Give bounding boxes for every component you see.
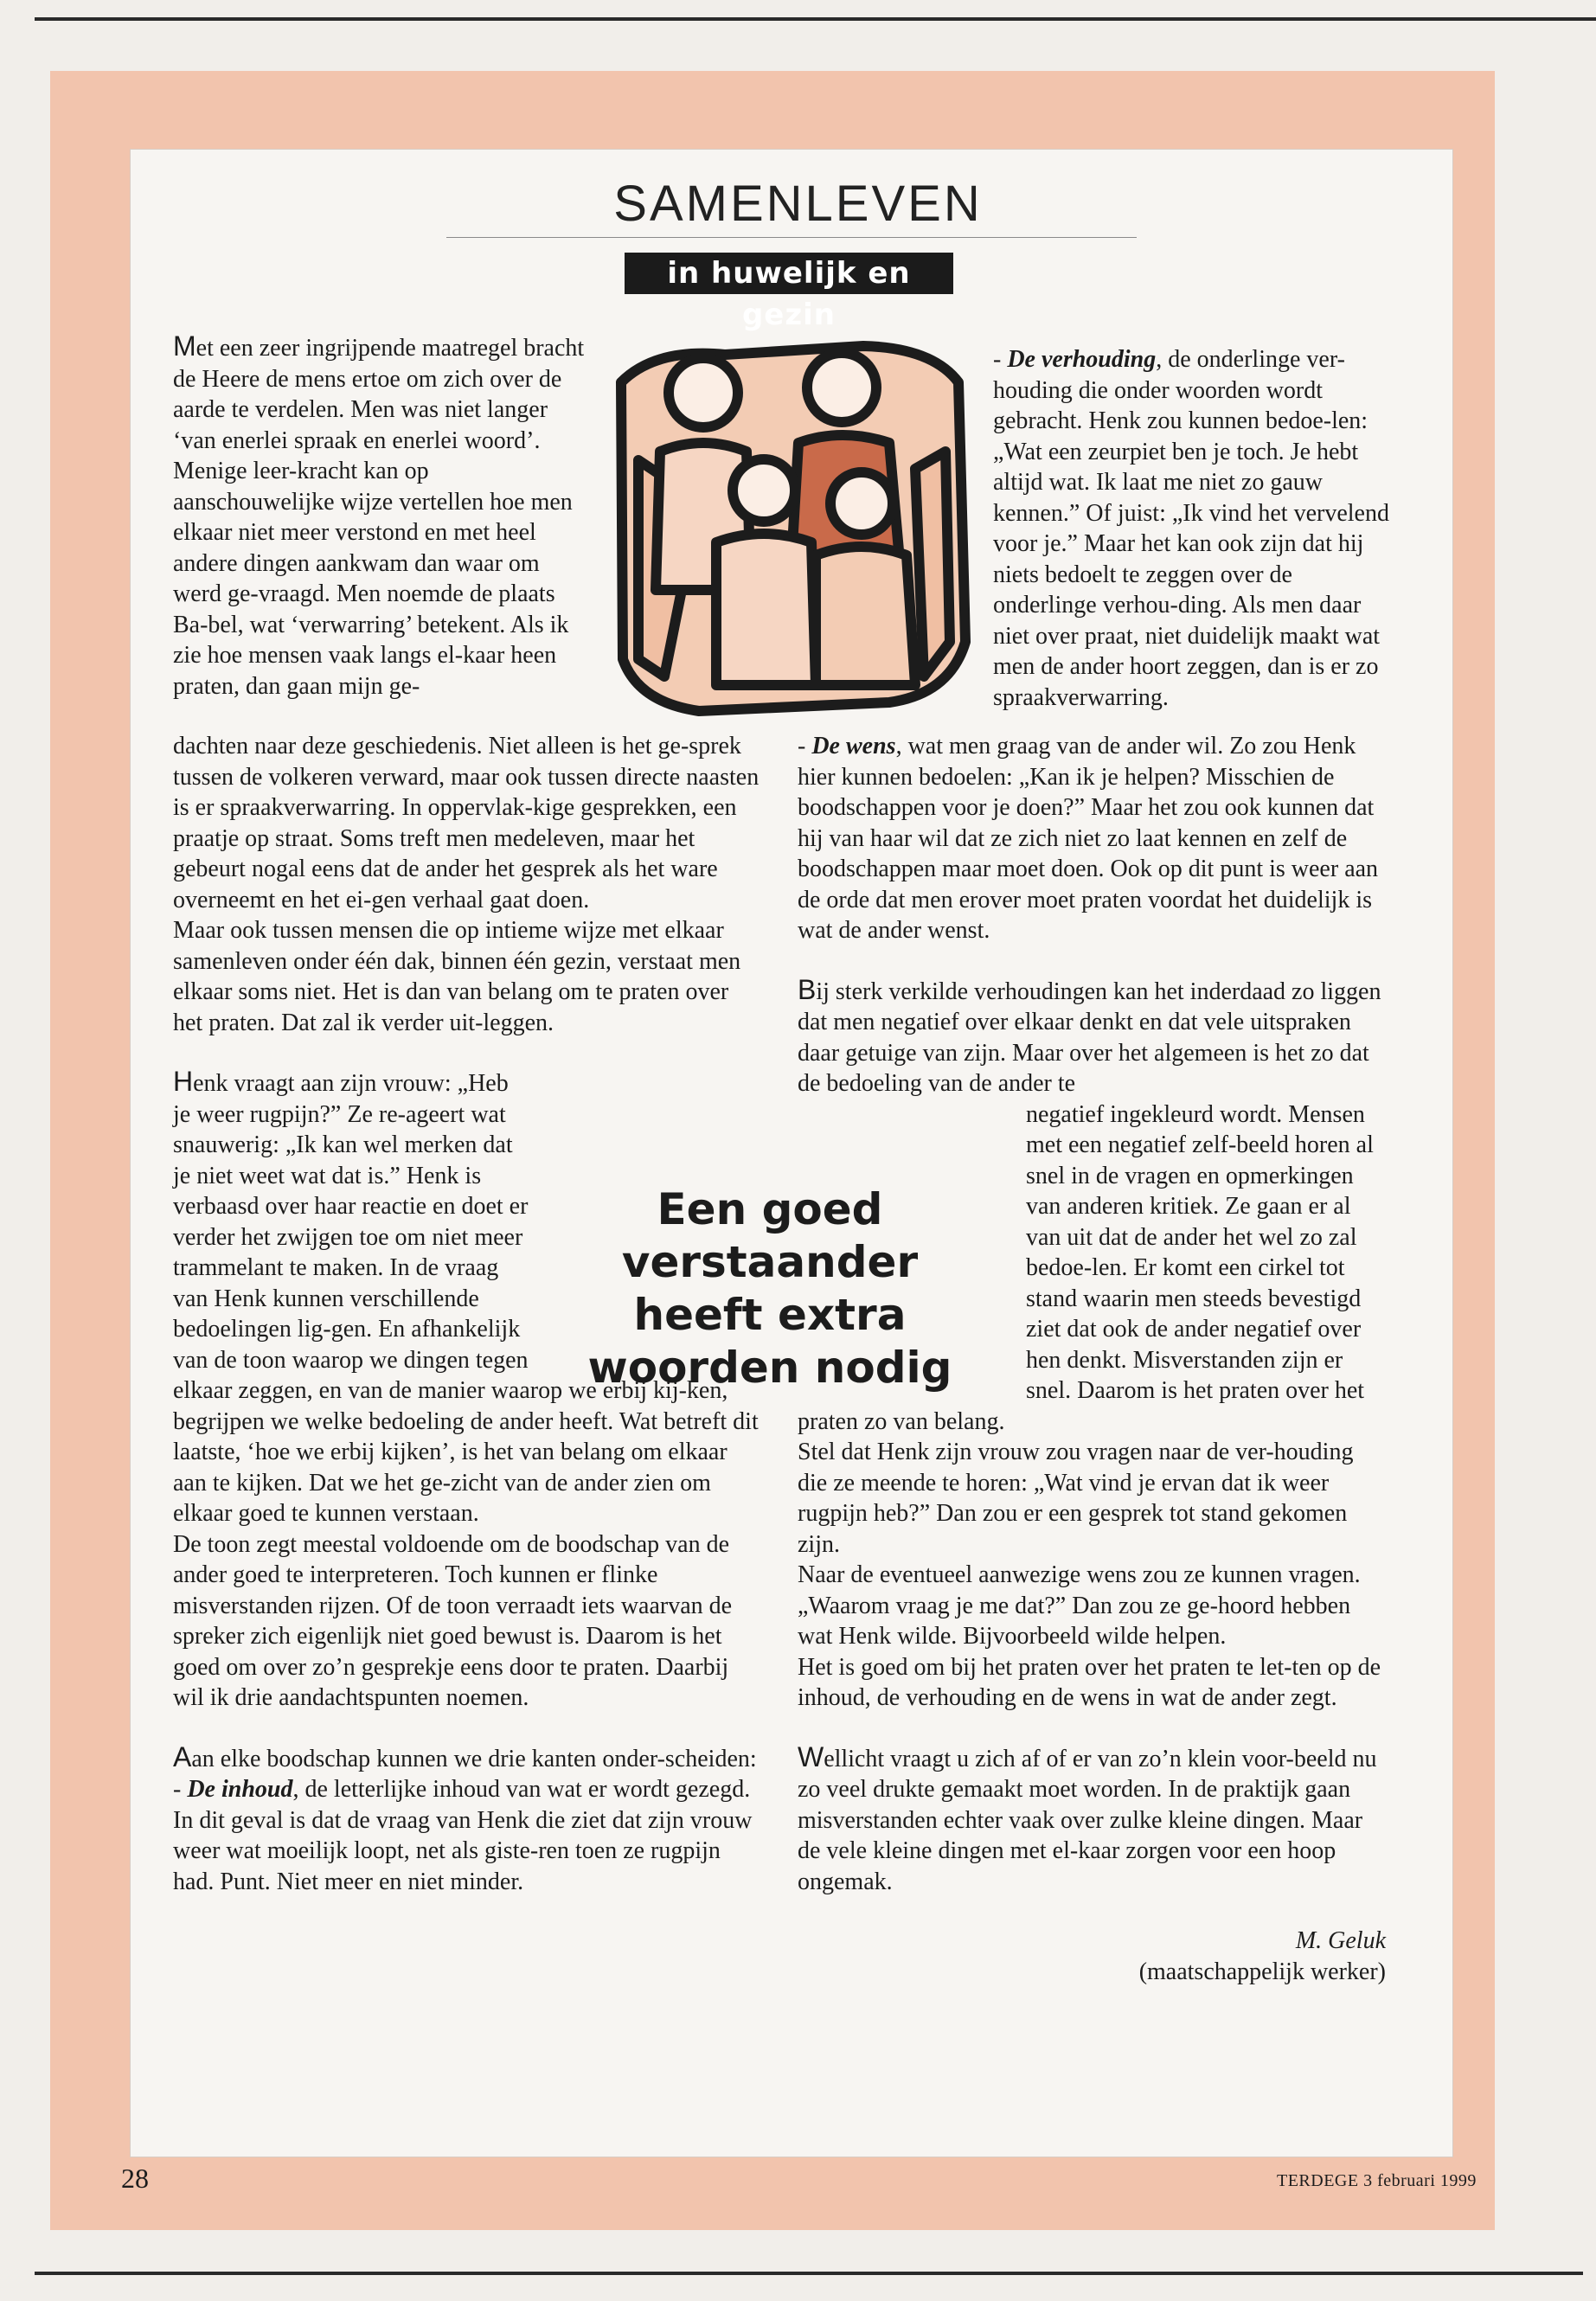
paragraph-closing	[798, 1742, 1386, 1898]
paragraph-babel: dachten naar deze geschiedenis. Niet alleen is het ge-sprek tussen de volkeren verward, maar ook tussen directe naasten is er spraakverwarring. In oppervlak-kige gesprekken, een praatje op straat. Soms treft men medeleven, maar het gebeurt nogal eens dat de ander het gesprek als het ware overneemt en het ei-gen verhaal gaat doen.	[173, 733, 760, 913]
dropcap: H	[173, 1066, 194, 1097]
author-role: (maatschappelijk werker)	[1138, 1958, 1386, 1985]
term-inhoud: De inhoud	[187, 1776, 293, 1803]
page-number: 28	[121, 2163, 149, 2194]
illustration-father-head	[669, 358, 738, 427]
family-illustration	[604, 330, 976, 720]
paragraph-text: , wat men graag van de ander wil. Zo zou Henk hier kunnen bedoelen: „Kan ik je helpen? Misschien de boodschappen voor je doen?” Maar het zou ook kunnen dat hij van haar wil dat ze zich niet zo laat kennen en zelf de boodschappen maar moet doen. Ook op dit punt is weer aan de orde dat men erover moet praten voordat het duidelijk is wat de ander wenst.	[798, 733, 1379, 944]
paragraph-text: an elke boodschap kunnen we drie kanten onder-scheiden:	[191, 1745, 757, 1772]
paragraph-suppose: Stel dat Henk zijn vrouw zou vragen naar de ver-houding die ze meende te horen: „Wat vind je ervan dat ik weer rugpijn heb?” Dan zou er een gesprek tot stand gekomen zijn.	[798, 1439, 1354, 1558]
list-dash: -	[798, 733, 812, 760]
pull-quote-line: heeft extra	[633, 1290, 907, 1340]
illustration-right-figure	[915, 452, 950, 676]
list-dash: -	[993, 346, 1008, 373]
illustration-mother-head	[807, 353, 876, 422]
publication-credit: TERDEGE 3 februari 1999	[1277, 2171, 1477, 2190]
term-verhouding: De verhouding	[1007, 346, 1157, 373]
paragraph-text: enk vraagt aan zijn vrouw: „Heb je weer rugpijn?” Ze re-ageert wat snauwerig: „Ik kan wel merken dat je niet weet wat dat is.” Henk is verbaasd over haar reactie en doet er verder het zwijgen toe om niet meer trammelant te maken. In de vraag van Henk kunnen verschillende bedoelingen lig-gen. En afhankelijk van de toon waarop we dingen tegen	[173, 1070, 529, 1374]
pull-quote-line: woorden nodig	[587, 1343, 952, 1393]
top-rule	[35, 17, 1596, 21]
title-rule	[446, 237, 1137, 238]
dropcap: W	[798, 1740, 824, 1772]
paragraph-wens	[798, 731, 1386, 946]
bottom-rule	[35, 2272, 1583, 2275]
section-subtitle: in huwelijk en gezin	[625, 253, 953, 294]
paragraph-intimate: Maar ook tussen mensen die op intieme wijze met elkaar samenleven onder één dak, binnen één gezin, verstaat men elkaar soms niet. Het is dan van belang om te praten over het praten. Dat zal ik verder uit-leggen.	[173, 917, 741, 1036]
paragraph-text: ij sterk verkilde verhoudingen kan het inderdaad zo liggen dat men negatief over elkaar denkt en dat vele uitspraken daar getuige van zijn. Maar over het algemeen is het zo dat de bedoeling van de ander te	[798, 977, 1381, 1097]
author-name: M. Geluk	[1295, 1927, 1386, 1954]
list-dash: -	[173, 1776, 188, 1803]
right-column	[798, 731, 1386, 1987]
term-wens: De wens	[811, 733, 896, 760]
paragraph-three-sides	[173, 1742, 761, 1775]
pull-quote-line: Een goed	[657, 1184, 883, 1234]
right-column-top	[993, 344, 1389, 713]
paragraph-negative: negatief ingekleurd wordt. Mensen met een negatief zelf-beeld horen al snel in de vragen en opmerkingen van anderen kritiek. Ze gaan er al van uit dat de ander het wel zo zal bedoe-len. Er komt een cirkel tot stand waarin men steeds bevestigd ziet dat ook de ander negatief over hen denkt. Misverstanden zijn er snel. Daarom is het praten over het	[1026, 1100, 1374, 1404]
paragraph-tone: De toon zegt meestal voldoende om de boodschap van de ander goed te interpreteren. Toch kunnen er flinke misverstanden rijzen. Of de toon verraadt iets waarvan de spreker zich eigenlijk niet goed bewust is. Daarom is het goed om over zo’n gesprekje eens door te praten. Daarbij wil ik drie aandachtspunten noemen.	[173, 1530, 733, 1711]
illustration-second-child-body	[816, 547, 915, 685]
paragraph-intro	[173, 331, 593, 702]
dropcap: A	[173, 1740, 192, 1772]
paragraph-chilled	[798, 975, 1386, 1099]
pull-quote-line: verstaander	[621, 1237, 919, 1287]
paragraph-text: et een zeer ingrijpende maatregel bracht de Heere de mens ertoe om zich over de aarde te verdelen. Men was niet langer ‘van enerlei spraak en enerlei woord’. Menige leer-kracht kan op aanschouwelijke wijze vertellen hoe men elkaar niet meer verstond en met heel andere dingen aankwam dan waar om werd ge-vraagd. Men noemde de plaats Ba-bel, wat ‘verwarring’ betekent. Als ik zie hoe mensen vaak langs el-kaar heen praten, dan gaan mijn ge-	[173, 335, 585, 700]
illustration-child-body	[716, 534, 816, 685]
paragraph-advice: Het is goed om bij het praten over het praten te let-ten op de inhoud, de verhouding en de wens in wat de ander zegt.	[798, 1653, 1381, 1711]
section-title: SAMENLEVEN	[613, 176, 983, 232]
dropcap: M	[173, 330, 196, 362]
left-column-top	[173, 331, 593, 702]
illustration-child-head	[733, 459, 795, 522]
illustration-second-child-head	[830, 472, 893, 535]
paragraph-text: ellicht vraagt u zich af of er van zo’n klein voor-beeld nu zo veel drukte gemaakt moet worden. In de praktijk gaan misverstanden echter vaak over zulke kleine dingen. Maar de vele kleine dingen met el-kaar zorgen voor een hoop ongemak.	[798, 1745, 1377, 1895]
paragraph-text: , de letterlijke inhoud van wat er wordt gezegd. In dit geval is dat de vraag van Henk die ziet dat zijn vrouw weer wat moeilijk loopt, net als giste-ren toen ze rugpijn had. Punt. Niet meer en niet minder.	[173, 1776, 753, 1895]
paragraph-text: , de onderlinge ver-houding die onder woorden wordt gebracht. Henk zou kunnen bedoe-len: „Wat een zeurpiet ben je toch. Je hebt altijd wat. Ik laat me niet zo gauw kennen.” Of juist: „Ik vind het vervelend voor je.” Maar het kan ook zijn dat hij niets bedoelt te zeggen over de onderlinge verhou-ding. Als men daar niet over praat, niet duidelijk maakt wat men de ander hoort zeggen, dan is er zo spraakverwarring.	[993, 346, 1389, 711]
dropcap: B	[798, 973, 817, 1005]
paragraph-content	[173, 1774, 761, 1897]
paragraph-looking: elkaar zeggen, en van de manier waarop we erbij kij-ken, begrijpen we welke bedoeling de ander heeft. Wat betreft dit laatste, ‘hoe we erbij kijken’, is het van belang om elkaar aan te kijken. Dat we het ge-zicht van de ander zien om elkaar goed te kunnen verstaan.	[173, 1377, 759, 1527]
paragraph-wish: Naar de eventueel aanwezige wens zou ze kunnen vragen. „Waarom vraag je me dat?” Dan zou ze ge-hoord hebben wat Henk wilde. Bijvoorbeeld wilde helpen.	[798, 1561, 1361, 1650]
paragraph-verhouding	[993, 344, 1389, 713]
paragraph-importance: praten zo van belang.	[798, 1407, 1005, 1435]
